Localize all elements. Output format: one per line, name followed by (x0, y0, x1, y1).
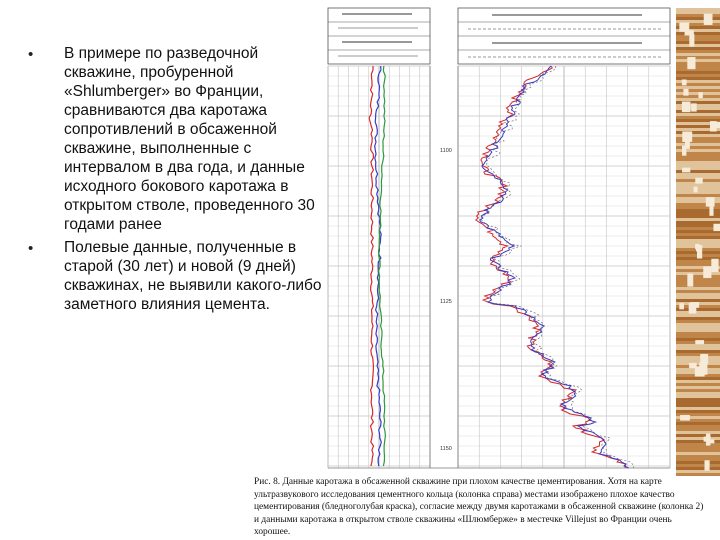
cement-map-spot (695, 340, 704, 344)
cement-map-spot (689, 303, 697, 314)
cement-map-band (676, 425, 720, 428)
cement-map-band (676, 290, 720, 293)
cement-map-band (676, 164, 720, 167)
well-log-image (322, 6, 720, 476)
cement-map-band (676, 449, 720, 452)
cement-map-band (676, 272, 720, 275)
cement-map-spot (679, 303, 684, 309)
cement-map-band (676, 227, 720, 230)
depth-label: 1125 (440, 299, 452, 305)
cement-map-spot (682, 102, 691, 113)
cement-map-band (676, 386, 720, 389)
cement-map-band (676, 41, 720, 44)
cement-map-band (676, 71, 720, 74)
cement-map-spot (687, 273, 693, 286)
cement-map-band (676, 380, 720, 383)
cement-map-band (676, 230, 720, 233)
cement-map-spot (695, 178, 702, 184)
bullet-dot: • (28, 240, 34, 257)
cement-map-band (676, 311, 720, 314)
cement-map-band (676, 86, 720, 89)
cement-map-band (676, 233, 720, 236)
cement-map-band (676, 8, 720, 11)
cement-map-band (676, 17, 720, 20)
cement-map-band (676, 218, 720, 221)
cement-map-band (676, 281, 720, 284)
cement-map-band (676, 113, 720, 116)
cement-map-band (676, 239, 720, 242)
cement-map-band (676, 299, 720, 302)
cement-map-spot (698, 92, 702, 98)
cement-map-band (676, 161, 720, 164)
cement-map-spot (709, 204, 713, 216)
cement-map-band (676, 98, 720, 101)
bullet-item (28, 238, 328, 314)
cement-map-band (676, 143, 720, 146)
cement-map-band (676, 428, 720, 431)
cement-map-band (676, 401, 720, 404)
cement-map-band (676, 224, 720, 227)
cement-map-band (676, 329, 720, 332)
cement-map-band (676, 32, 720, 35)
cement-map-spot (682, 168, 690, 173)
cement-map-band (676, 173, 720, 176)
cement-map-band (676, 383, 720, 386)
depth-label: 1150 (440, 446, 452, 452)
cement-map-band (676, 362, 720, 365)
cement-map-band (676, 434, 720, 437)
cement-map-band (676, 188, 720, 191)
cement-map-band (676, 347, 720, 350)
figure-caption: Рис. 8. Данные каротажа в обсаженной скважине при плохом качестве цементирования. Хотя на карте ультразвукового исследования цементного кольца (колонка справа) местами изображено плохое качество цементирования (бледноголубая краска), согласие между двумя каротажами в обсаженной скважине (колонка 2) и данными каротажа в открытом стволе скважины «Шлюмберже» в местечке Villejust во Франции очень хорошее. (254, 477, 704, 538)
cement-map-band (676, 194, 720, 197)
cement-map-band (676, 317, 720, 320)
cement-map-band (676, 350, 720, 353)
cement-map-band (676, 287, 720, 290)
cement-map-band (676, 116, 720, 119)
cement-map-band (676, 62, 720, 65)
cement-map-band (676, 392, 720, 395)
cement-map-band (676, 320, 720, 323)
cement-map-band (676, 191, 720, 194)
cement-map-band (676, 59, 720, 62)
cement-map-band (676, 467, 720, 470)
cement-map-band (676, 335, 720, 338)
cement-map-spot (689, 34, 694, 47)
cement-map-band (676, 422, 720, 425)
cement-map-spot (704, 14, 713, 25)
cement-map-band (676, 323, 720, 326)
bullet-text: Полевые данные, полученные в старой (30 лет) и новой (9 дней) скважинах, не выявили какого-либо заметного влияния цемента. (64, 239, 322, 313)
cement-map-band (676, 446, 720, 449)
cement-map-band (676, 284, 720, 287)
cement-map-band (676, 38, 720, 41)
cement-map-spot (703, 266, 711, 278)
cement-map-band (676, 44, 720, 47)
cement-map-band (676, 404, 720, 407)
cement-map-band (676, 377, 720, 380)
cement-map-band (676, 158, 720, 161)
bullet-text: В примере по разведочной скважине, пробуренной «Shlumberger» во Франции, сравниваются два каротажа сопротивлений в обсаженной скважине, выполненные с интервалом в два года, и данные исходного бокового каротажа в открытом стволе, проведенного 30 годами ранее (64, 45, 315, 233)
cement-map-spot (680, 415, 690, 421)
cement-map-band (676, 431, 720, 434)
cement-map-band (676, 89, 720, 92)
cement-map-band (676, 332, 720, 335)
cement-map-band (676, 275, 720, 278)
cement-map-spot (706, 434, 711, 446)
cement-map-band (676, 353, 720, 356)
track2-dashed-curve (480, 66, 633, 468)
cement-map-band (676, 185, 720, 188)
track2-red-curve (476, 66, 626, 468)
cement-map-spot (711, 259, 718, 272)
cement-map-band (676, 464, 720, 467)
cement-map-band (676, 74, 720, 77)
cement-map-band (676, 278, 720, 281)
cement-map-band (676, 461, 720, 464)
depth-label: 1100 (440, 148, 452, 154)
cement-map-band (676, 35, 720, 38)
bullet-item (28, 44, 328, 234)
cement-map-column (676, 8, 720, 476)
cement-map-spot (710, 121, 717, 131)
cement-map-spot (696, 246, 701, 252)
cement-map-spot (682, 79, 687, 85)
cement-map-spot (700, 354, 708, 364)
cement-map-spot (683, 89, 688, 96)
cement-map-spot (689, 363, 697, 368)
cement-map-band (676, 53, 720, 56)
cement-map-band (676, 50, 720, 53)
cement-map-spot (685, 136, 690, 149)
cement-map-band (676, 344, 720, 347)
cement-map-band (676, 92, 720, 95)
bullet-list (28, 44, 328, 318)
cement-map-spot (687, 57, 695, 69)
cement-map-band (676, 65, 720, 68)
cement-map-band (676, 56, 720, 59)
cement-map-spot (713, 224, 720, 231)
well-log-figure (322, 6, 720, 476)
cement-map-band (676, 395, 720, 398)
cement-map-band (676, 68, 720, 71)
cement-map-band (676, 11, 720, 14)
cement-map-band (676, 296, 720, 299)
cement-map-spot (694, 187, 698, 193)
cement-map-band (676, 326, 720, 329)
cement-map-spot (679, 22, 689, 31)
cement-map-band (676, 95, 720, 98)
cement-map-band (676, 452, 720, 455)
cement-map-band (676, 236, 720, 239)
cement-map-band (676, 47, 720, 50)
cement-map-band (676, 293, 720, 296)
cement-map-band (676, 398, 720, 401)
cement-map-band (676, 410, 720, 413)
cement-map-spot (705, 460, 710, 470)
cement-map-band (676, 470, 720, 473)
cement-map-band (676, 455, 720, 458)
cement-map-band (676, 14, 720, 17)
cement-map-band (676, 221, 720, 224)
cement-map-band (676, 314, 720, 317)
cement-map-band (676, 356, 720, 359)
cement-map-band (676, 458, 720, 461)
cement-map-band (676, 359, 720, 362)
cement-map-spot (691, 103, 696, 111)
bullet-dot: • (28, 46, 34, 63)
cement-map-band (676, 407, 720, 410)
cement-map-band (676, 389, 720, 392)
cement-map-band (676, 443, 720, 446)
